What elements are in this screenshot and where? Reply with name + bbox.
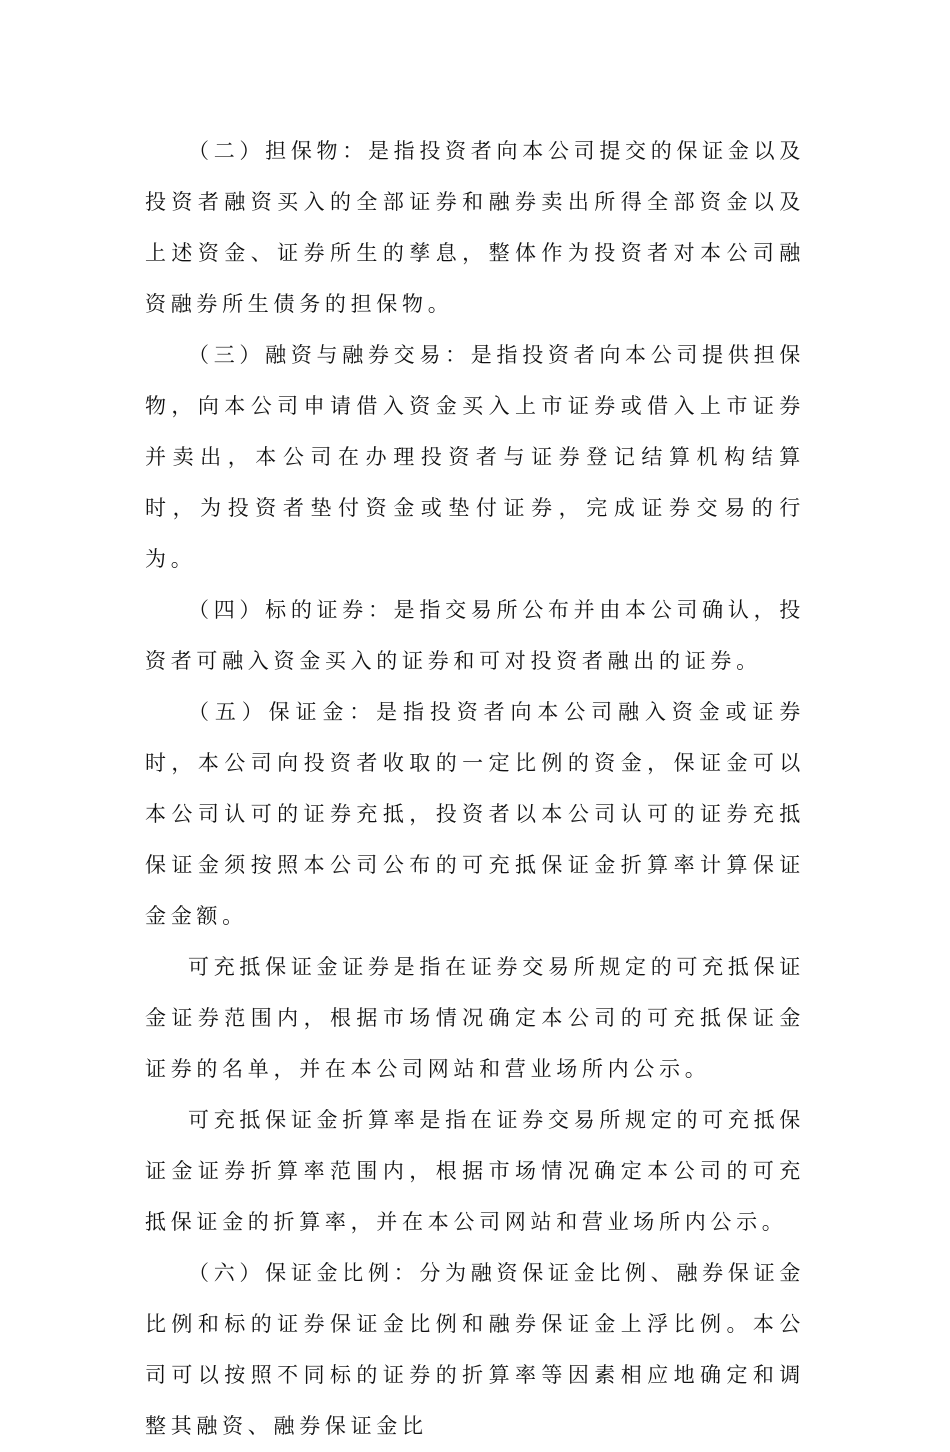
paragraph-target-securities: （四）标的证券：是指交易所公布并由本公司确认，投资者可融入资金买入的证券和可对投资者融出的证券。 [145, 598, 805, 673]
paragraph-deposit-ratio: （六）保证金比例：分为融资保证金比例、融券保证金比例和标的证券保证金比例和融券保证金上浮比例。本公司可以按照不同标的证券的折算率等因素相应地确定和调整其融资、融券保证金比 [145, 1261, 805, 1438]
paragraph-deposit: （五）保证金：是指投资者向本公司融入资金或证券时，本公司向投资者收取的一定比例的资金，保证金可以本公司认可的证券充抵，投资者以本公司认可的证券充抵保证金须按照本公司公布的可充抵保证金折算率计算保证金金额。 [145, 700, 805, 928]
paragraph-collateral: （二）担保物：是指投资者向本公司提交的保证金以及投资者融资买入的全部证券和融券卖出所得全部资金以及上述资金、证券所生的孳息，整体作为投资者对本公司融资融券所生债务的担保物。 [145, 139, 805, 316]
paragraph-margin-trading: （三）融资与融券交易：是指投资者向本公司提供担保物，向本公司申请借入资金买入上市证券或借入上市证券并卖出，本公司在办理投资者与证券登记结算机构结算时，为投资者垫付资金或垫付证券，完成证券交易的行为。 [145, 343, 805, 571]
document-body [145, 126, 805, 1452]
paragraph-conversion-rate: 可充抵保证金折算率是指在证券交易所规定的可充抵保证金证券折算率范围内，根据市场情况确定本公司的可充抵保证金的折算率，并在本公司网站和营业场所内公示。 [145, 1108, 805, 1234]
paragraph-eligible-securities: 可充抵保证金证券是指在证券交易所规定的可充抵保证金证券范围内，根据市场情况确定本公司的可充抵保证金证券的名单，并在本公司网站和营业场所内公示。 [145, 955, 805, 1081]
